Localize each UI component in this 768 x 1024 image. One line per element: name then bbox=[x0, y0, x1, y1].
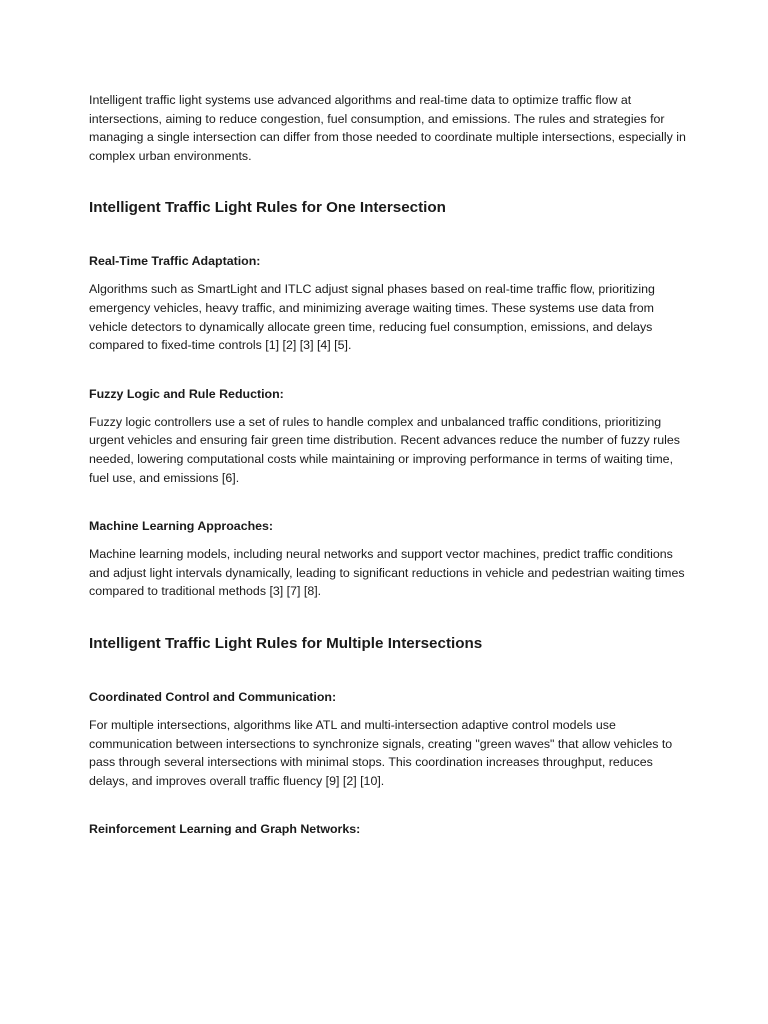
document-page bbox=[89, 91, 689, 838]
subheading-reinforcement-learning: Reinforcement Learning and Graph Networks: bbox=[89, 822, 361, 837]
subheading-coordinated-control: Coordinated Control and Communication: bbox=[89, 689, 337, 704]
subheading-real-time-adaptation: Real-Time Traffic Adaptation: bbox=[89, 254, 261, 269]
paragraph-fuzzy-logic: Fuzzy logic controllers use a set of rules to handle complex and unbalanced traffic conditions, prioritizing urgent vehicles and ensuring fair green time distribution. Recent advances reduce the number of fuzzy rules needed, lowering computational costs while maintaining or improving performance in terms of waiting time, fuel use, and emissions [6]. bbox=[89, 414, 680, 485]
paragraph-real-time-adaptation: Algorithms such as SmartLight and ITLC adjust signal phases based on real-time traffic flow, prioritizing emergency vehicles, heavy traffic, and minimizing average waiting times. These systems use data from vehicle detectors to dynamically allocate green time, reducing fuel consumption, emissions, and delays compared to fixed-time controls [1] [2] [3] [4] [5]. bbox=[89, 282, 655, 353]
intro-paragraph: Intelligent traffic light systems use advanced algorithms and real-time data to optimize traffic flow at intersections, aiming to reduce congestion, fuel consumption, and emissions. The rules and strategies for managing a single intersection can differ from those needed to coordinate multiple intersections, especially in complex urban environments. bbox=[89, 93, 686, 163]
paragraph-coordinated-control: For multiple intersections, algorithms like ATL and multi-intersection adaptive control models use communication between intersections to synchronize signals, creating "green waves" that allow vehicles to pass through several intersections with minimal stops. This coordination increases throughput, reduces delays, and improves overall traffic fluency [9] [2] [10]. bbox=[89, 717, 673, 788]
section-heading-multiple-intersections: Intelligent Traffic Light Rules for Multiple Intersections bbox=[89, 634, 483, 652]
section-heading-one-intersection: Intelligent Traffic Light Rules for One Intersection bbox=[89, 199, 446, 217]
paragraph-machine-learning: Machine learning models, including neural networks and support vector machines, predict traffic conditions and adjust light intervals dynamically, leading to significant reductions in vehicle and pedestrian waiting times compared to traditional methods [3] [7] [8]. bbox=[89, 547, 685, 599]
subheading-machine-learning: Machine Learning Approaches: bbox=[89, 519, 274, 534]
subheading-fuzzy-logic: Fuzzy Logic and Rule Reduction: bbox=[89, 386, 284, 401]
